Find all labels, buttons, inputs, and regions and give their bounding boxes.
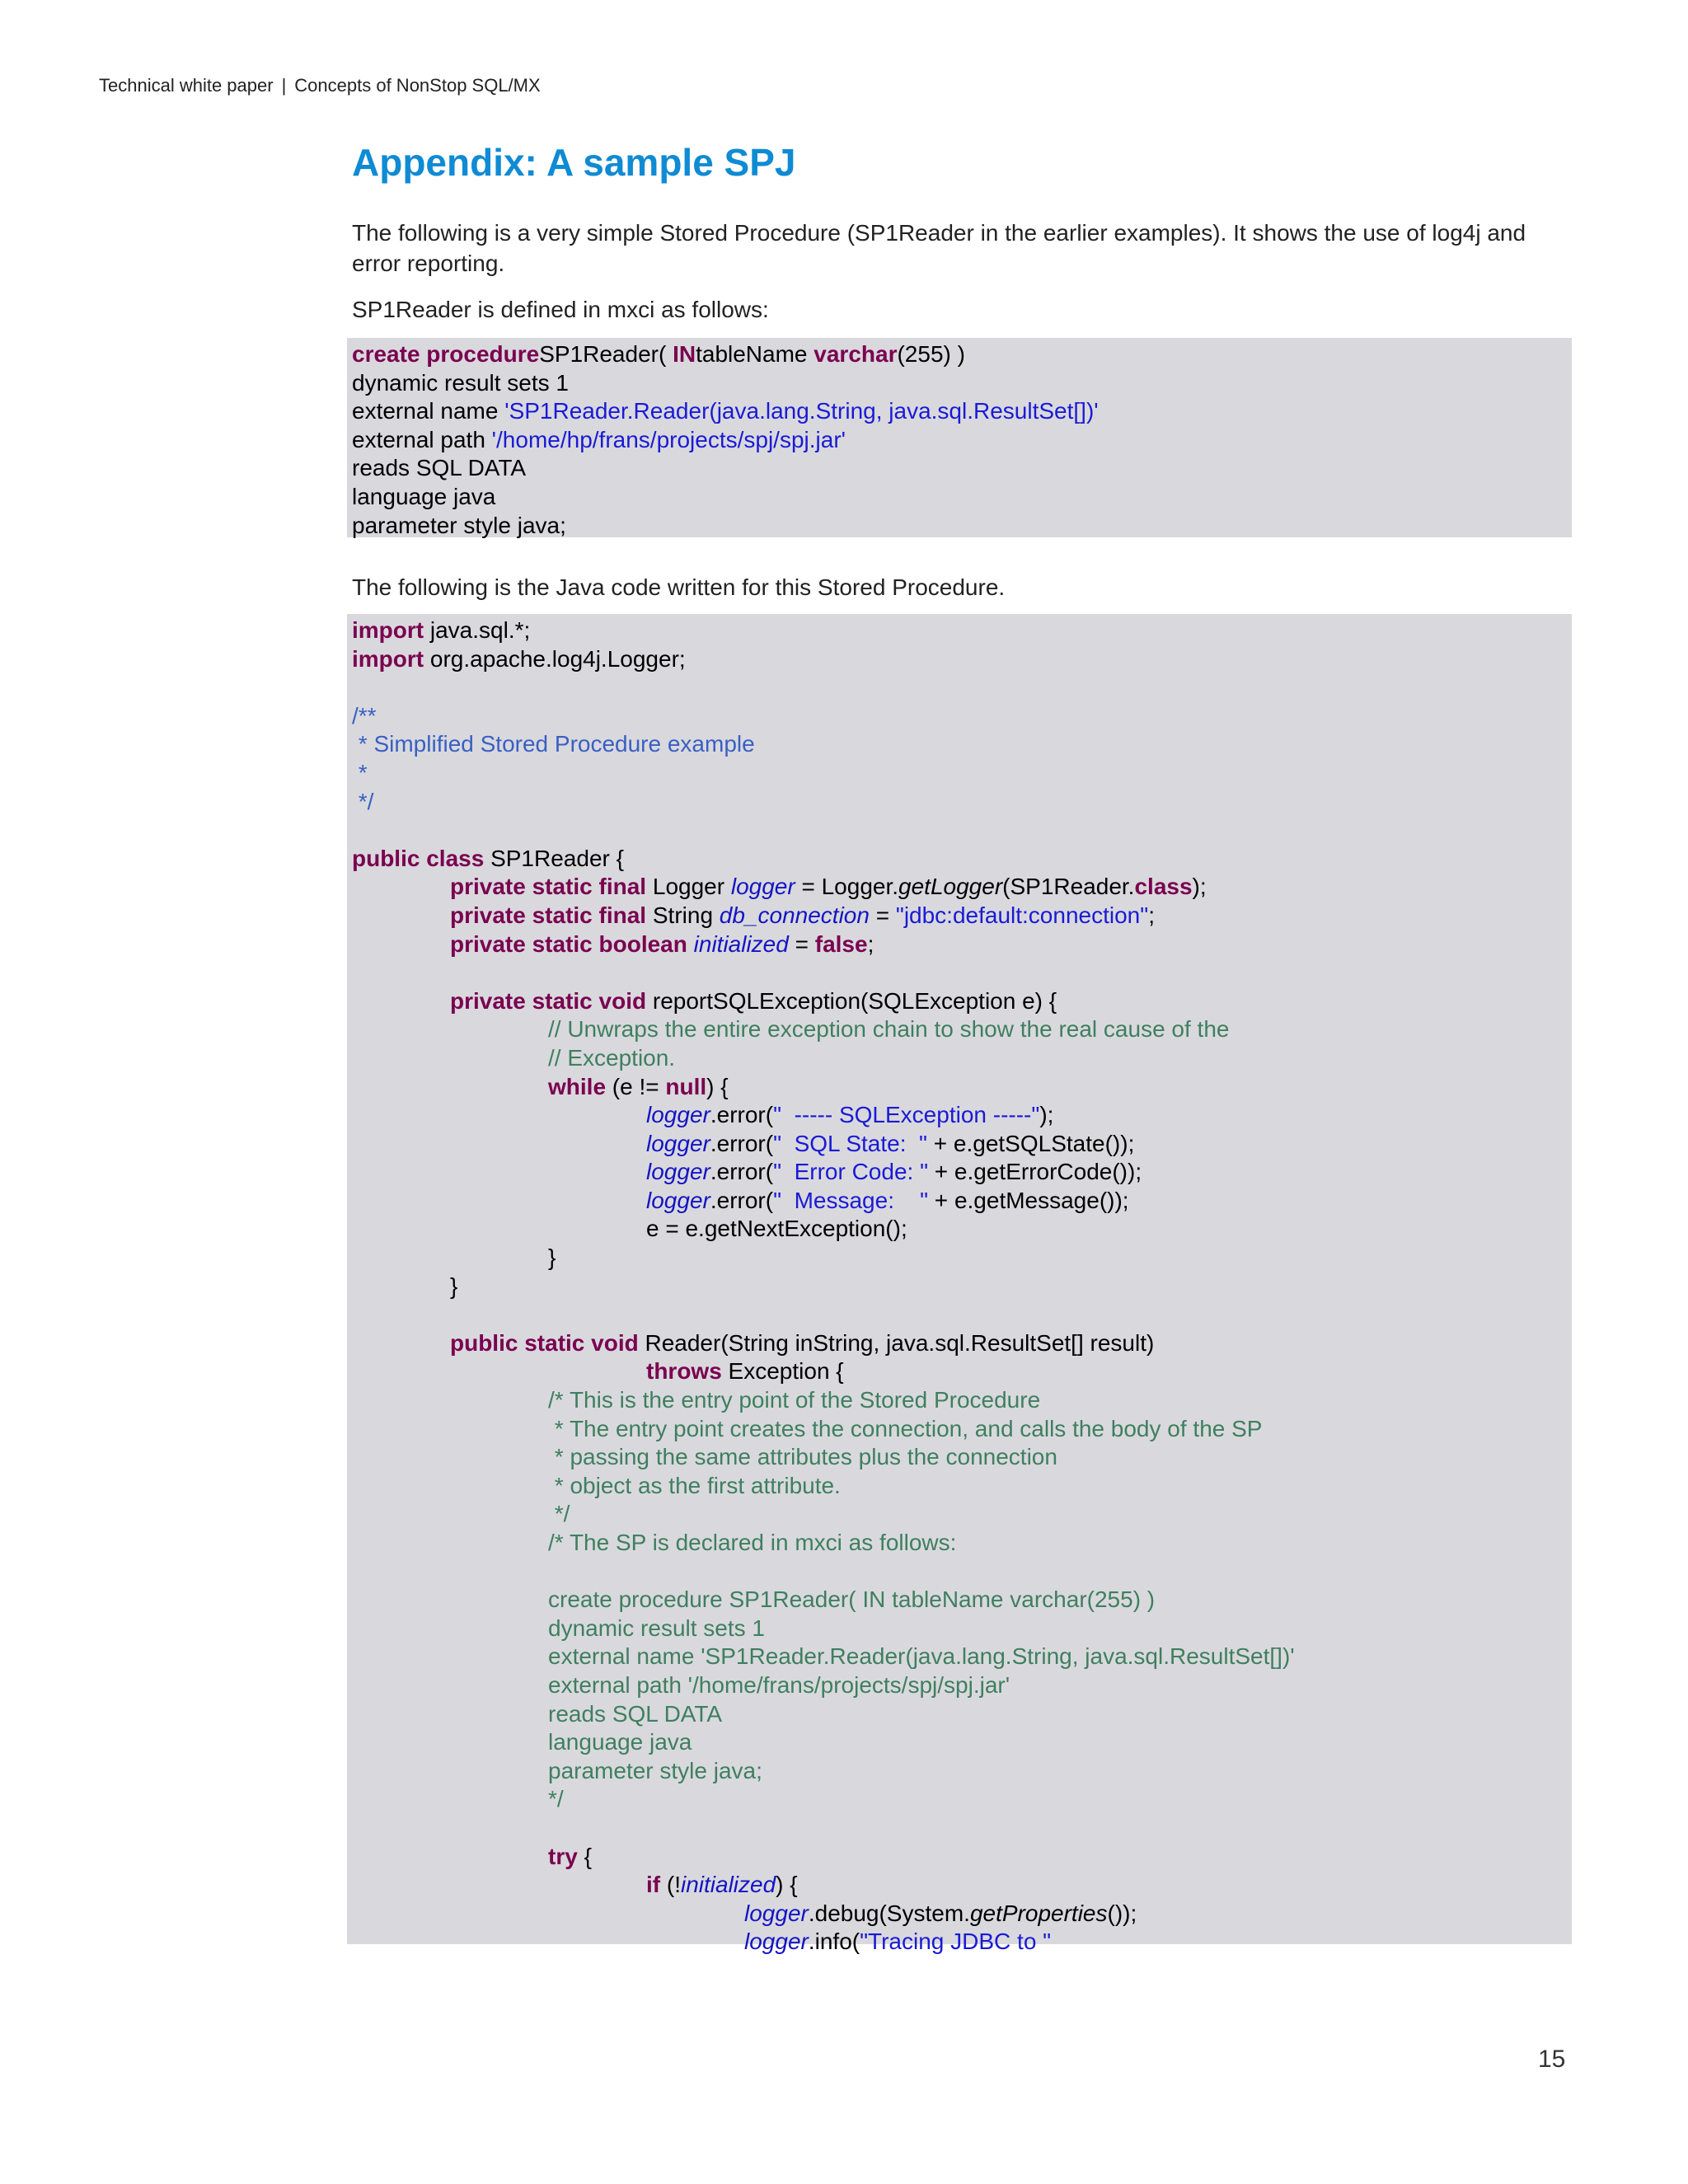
code-line [352, 369, 1572, 398]
code-token: '/home/hp/frans/projects/spj/spj.jar' [491, 426, 846, 452]
code-line [352, 1558, 1572, 1586]
code-token: logger [646, 1159, 710, 1185]
code-token: = Logger. [795, 874, 899, 900]
code-token: .error( [710, 1187, 774, 1213]
code-token: Reader(String inString, java.sql.ResultSet[] result) [638, 1329, 1155, 1356]
code-token: ; [867, 930, 874, 957]
code-token: " Message: " [773, 1187, 929, 1213]
code-token [352, 1444, 548, 1469]
code-token: ()); [1107, 1900, 1137, 1926]
code-token [352, 1672, 548, 1698]
code-line [352, 1244, 1572, 1272]
code-token: // Unwraps the entire exception chain to show the real cause of the [548, 1016, 1230, 1043]
code-token: create procedure [352, 341, 540, 367]
code-line [352, 454, 1572, 483]
code-line [352, 1843, 1572, 1872]
code-token [352, 1729, 548, 1755]
header-separator: | [281, 75, 287, 96]
code-line [352, 702, 1572, 731]
code-token: SP1Reader { [484, 845, 624, 871]
code-token: tableName [696, 341, 814, 367]
code-token: .error( [710, 1102, 774, 1128]
java-code-block [347, 614, 1572, 1955]
code-token [352, 1131, 646, 1156]
code-token: * passing the same attributes plus the connection [548, 1444, 1057, 1470]
code-token: dynamic result sets 1 [352, 369, 569, 396]
code-line [352, 426, 1572, 455]
code-token [352, 1102, 646, 1127]
code-token: logger [646, 1102, 710, 1128]
code-line [352, 1357, 1572, 1386]
code-token: language java [548, 1729, 692, 1755]
code-token: } [352, 1272, 458, 1299]
code-token: (255) ) [897, 341, 965, 367]
code-token: ) { [706, 1073, 729, 1099]
code-line [352, 1386, 1572, 1415]
code-line [352, 1900, 1572, 1929]
code-token: throws [646, 1358, 722, 1385]
code-token: e = e.getNextException(); [352, 1216, 907, 1242]
code-token: 'SP1Reader.Reader(java.lang.String, java.sql.ResultSet[])' [504, 398, 1099, 424]
code-token: if [646, 1872, 661, 1898]
code-line [352, 397, 1572, 426]
code-token: java.sql.*; [424, 617, 531, 643]
header-doc-title: Concepts of NonStop SQL/MX [294, 75, 541, 96]
code-token: logger [744, 1900, 809, 1926]
code-line [352, 1928, 1572, 1957]
code-token: IN [673, 341, 696, 367]
code-token [352, 1530, 548, 1555]
code-token: initialized [681, 1872, 776, 1898]
code-token: null [665, 1073, 707, 1099]
code-token [352, 902, 450, 928]
code-token: */ [548, 1501, 570, 1527]
code-token: { [577, 1843, 592, 1869]
code-token: try [548, 1843, 578, 1869]
code-token: "Tracing JDBC to " [860, 1929, 1052, 1955]
code-token: false [814, 930, 868, 957]
code-token: (e != [606, 1073, 666, 1099]
code-token [352, 1045, 548, 1071]
page-number: 15 [1538, 2046, 1566, 2073]
code-token [352, 1643, 548, 1669]
code-token: */ [352, 788, 374, 814]
code-token: org.apache.log4j.Logger; [424, 645, 686, 672]
code-token: private static void [450, 987, 647, 1014]
code-token: reportSQLException(SQLException e) { [646, 987, 1057, 1014]
code-line [352, 1130, 1572, 1159]
code-token: String [646, 902, 720, 928]
code-token [352, 1358, 646, 1384]
code-line [352, 930, 1572, 959]
sql-code-block [347, 338, 1572, 537]
code-line [352, 1643, 1572, 1671]
code-token: */ [548, 1786, 564, 1812]
code-token: while [548, 1073, 607, 1099]
code-line [352, 816, 1572, 845]
code-line [352, 673, 1572, 702]
code-token [352, 1188, 646, 1213]
code-token [352, 1330, 450, 1356]
code-token: Exception { [721, 1358, 844, 1385]
code-token: getLogger [898, 874, 1003, 900]
code-token: dynamic result sets 1 [548, 1615, 765, 1641]
code-token [352, 874, 450, 899]
code-token [352, 1074, 548, 1099]
code-token [687, 931, 694, 957]
code-token: external path '/home/frans/projects/spj/spj.jar' [548, 1671, 1010, 1698]
code-line [352, 645, 1572, 674]
code-token: + e.getErrorCode()); [928, 1159, 1142, 1185]
code-line [352, 616, 1572, 645]
code-token: Logger [646, 874, 731, 900]
code-token: * [352, 759, 368, 785]
code-line [352, 1015, 1572, 1044]
code-token: /* The SP is declared in mxci as follows: [548, 1530, 957, 1555]
code-token: private static final [450, 902, 647, 928]
code-token: import [352, 645, 424, 672]
code-token [352, 1416, 548, 1441]
code-token [352, 1501, 548, 1526]
code-token: create procedure SP1Reader( IN tableName varchar(255) ) [548, 1586, 1156, 1613]
code-line [352, 1073, 1572, 1102]
code-line [352, 1101, 1572, 1130]
code-line [352, 1728, 1572, 1757]
code-token [352, 1016, 548, 1042]
code-line [352, 987, 1572, 1016]
code-token: (SP1Reader. [1002, 874, 1135, 900]
code-token: private static final [450, 874, 647, 900]
code-line [352, 1500, 1572, 1529]
code-token: + e.getMessage()); [928, 1187, 1129, 1213]
code-line [352, 1586, 1572, 1615]
code-token [352, 931, 450, 957]
code-token: * Simplified Stored Procedure example [352, 731, 755, 757]
header-doc-type: Technical white paper [99, 75, 274, 96]
code-token: initialized [693, 930, 789, 957]
code-token [352, 1929, 744, 1954]
code-token [352, 1872, 646, 1897]
code-token: db_connection [719, 902, 870, 928]
code-token: logger [744, 1929, 809, 1955]
code-line [352, 759, 1572, 788]
intro-paragraph: The following is a very simple Stored Procedure (SP1Reader in the earlier examples). It shows the use of log4j and error reporting. [352, 220, 1526, 276]
code-token: .error( [710, 1130, 774, 1156]
code-line [352, 845, 1572, 874]
code-token: " Error Code: " [773, 1159, 929, 1185]
code-token: * object as the first attribute. [548, 1472, 841, 1498]
code-token: reads SQL DATA [548, 1700, 723, 1727]
code-token: parameter style java; [548, 1757, 762, 1783]
code-line [352, 788, 1572, 817]
code-token: logger [730, 874, 795, 900]
code-token: + e.getSQLState()); [927, 1130, 1135, 1156]
code-token: logger [646, 1130, 710, 1156]
code-token: ); [1039, 1102, 1054, 1128]
code-token: ; [1148, 902, 1155, 928]
code-line [352, 1415, 1572, 1444]
code-token [352, 1701, 548, 1727]
code-line [352, 958, 1572, 987]
code-line [352, 1158, 1572, 1187]
defined-paragraph: SP1Reader is defined in mxci as follows: [352, 297, 769, 322]
code-token [352, 1900, 744, 1926]
code-token: reads SQL DATA [352, 455, 527, 481]
java-intro-paragraph: The following is the Java code written for this Stored Procedure. [352, 574, 1006, 600]
code-token: public class [352, 845, 485, 871]
code-token: /** [352, 702, 377, 729]
code-line [352, 1757, 1572, 1786]
code-token: } [352, 1244, 556, 1271]
code-token: ) { [776, 1872, 798, 1898]
code-line [352, 1443, 1572, 1472]
code-token [352, 1159, 646, 1184]
code-token [352, 988, 450, 1014]
code-line [352, 902, 1572, 930]
code-token: language java [352, 483, 496, 509]
code-token: SP1Reader( [539, 341, 673, 367]
code-token [352, 1387, 548, 1413]
code-token: .info( [808, 1929, 860, 1955]
code-token: ); [1192, 874, 1207, 900]
code-token: " SQL State: " [773, 1130, 927, 1156]
code-line [352, 1814, 1572, 1843]
code-token [352, 1615, 548, 1641]
code-line [352, 340, 1572, 369]
code-token: public static void [450, 1329, 639, 1356]
running-header [99, 75, 541, 96]
code-token: external name 'SP1Reader.Reader(java.lang.String, java.sql.ResultSet[])' [548, 1643, 1295, 1670]
code-token: /* This is the entry point of the Stored Procedure [548, 1387, 1041, 1413]
code-token: " ----- SQLException -----" [773, 1102, 1040, 1128]
code-token: .error( [710, 1159, 774, 1185]
code-line [352, 1671, 1572, 1700]
code-token [352, 1473, 548, 1498]
code-line [352, 512, 1572, 541]
code-token: = [788, 930, 815, 957]
code-token: private static boolean [450, 930, 687, 957]
code-line [352, 1472, 1572, 1501]
code-token [352, 1758, 548, 1783]
code-token: (! [660, 1872, 681, 1898]
code-token: // Exception. [548, 1044, 676, 1071]
code-line [352, 873, 1572, 902]
code-token [352, 1844, 548, 1869]
code-token: varchar [814, 341, 898, 367]
code-line [352, 1215, 1572, 1244]
code-token: .debug(System. [808, 1900, 970, 1926]
code-token [352, 1586, 548, 1612]
code-line [352, 483, 1572, 512]
code-line [352, 1272, 1572, 1301]
code-line [352, 1301, 1572, 1329]
code-token: * The entry point creates the connection, and calls the body of the SP [548, 1415, 1263, 1441]
code-token: external name [352, 398, 505, 424]
code-line [352, 1700, 1572, 1729]
code-line [352, 1785, 1572, 1814]
code-token: class [1134, 874, 1193, 900]
code-line [352, 730, 1572, 759]
code-token: getProperties [969, 1900, 1108, 1926]
code-token [352, 1786, 548, 1811]
code-token: parameter style java; [352, 512, 566, 538]
code-token: = [869, 902, 896, 928]
code-line [352, 1044, 1572, 1073]
code-line [352, 1329, 1572, 1358]
code-token: logger [646, 1187, 710, 1213]
code-token: import [352, 617, 424, 643]
code-token: external path [352, 426, 492, 452]
code-line [352, 1871, 1572, 1900]
code-line [352, 1187, 1572, 1216]
code-line [352, 1615, 1572, 1643]
code-token: "jdbc:default:connection" [895, 902, 1149, 928]
section-title: Appendix: A sample SPJ [352, 141, 796, 184]
code-line [352, 1529, 1572, 1558]
